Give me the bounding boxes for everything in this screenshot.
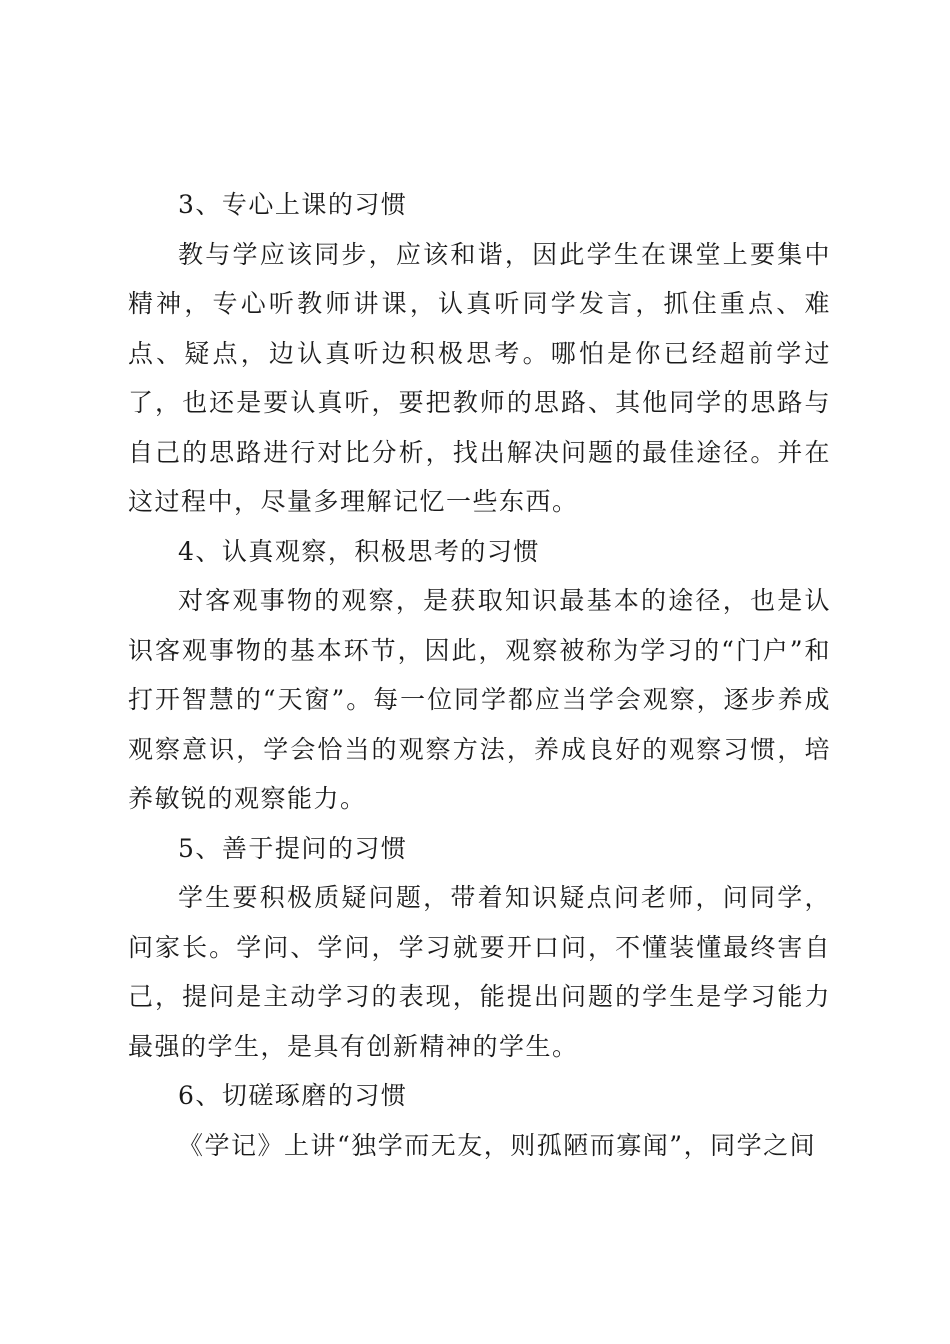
section-paragraph-4: 对客观事物的观察，是获取知识最基本的途径，也是认识客观事物的基本环节，因此，观察被称为学习的“门户”和打开智慧的“天窗”。每一位同学都应当学会观察，逐步养成观察意识，学会恰当的观察方法，养成良好的观察习惯，培养敏锐的观察能力。	[128, 586, 831, 813]
section-paragraph-6: 《学记》上讲“独学而无友，则孤陋而寡闻”，同学之间	[178, 1130, 817, 1160]
section-heading-5: 5、善于提问的习惯	[178, 833, 408, 863]
section-heading-6: 6、切磋琢磨的习惯	[178, 1081, 408, 1110]
section-paragraph-3: 教与学应该同步，应该和谐，因此学生在课堂上要集中精神，专心听教师讲课，认真听同学发言，抓住重点、难点、疑点，边认真听边积极思考。哪怕是你已经超前学过了，也还是要认真听，要把教师的思路、其他同学的思路与自己的思路进行对比分析，找出解决问题的最佳途径。并在这过程中，尽量多理解记忆一些东西。	[128, 239, 831, 516]
section-heading-4: 4、认真观察，积极思考的习惯	[178, 536, 540, 566]
document-body	[128, 180, 831, 1170]
section-heading-3: 3、专心上课的习惯	[178, 190, 408, 219]
section-paragraph-5: 学生要积极质疑问题，带着知识疑点问老师，问同学，问家长。学问、学问，学习就要开口问，不懂装懂最终害自己，提问是主动学习的表现，能提出问题的学生是学习能力最强的学生，是具有创新精神的学生。	[128, 883, 831, 1061]
